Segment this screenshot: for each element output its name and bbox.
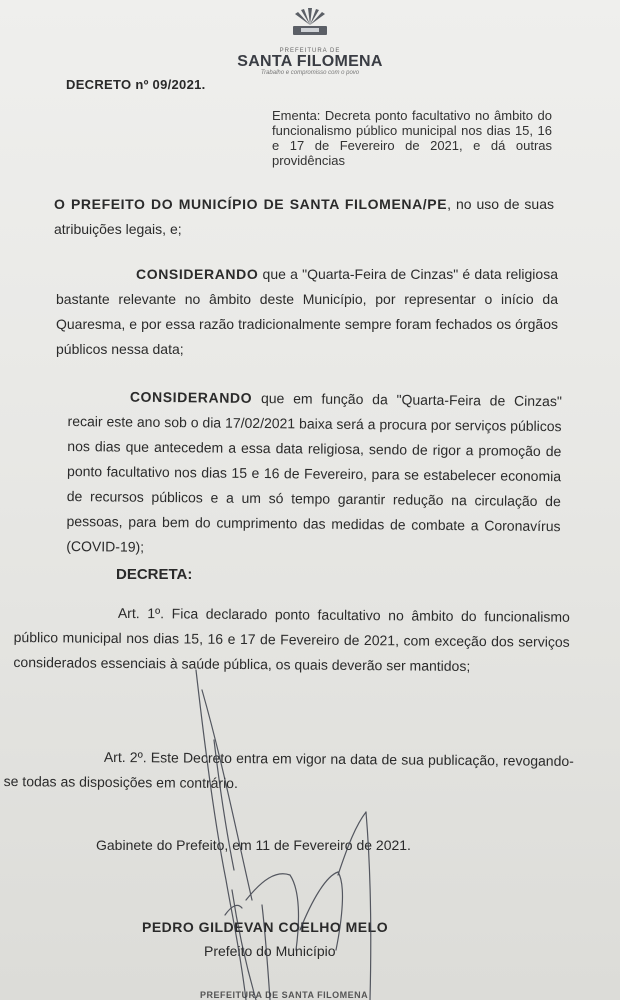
decree-number: DECRETO nº 09/2021.	[66, 77, 206, 92]
preamble-authority: O PREFEITO DO MUNICÍPIO DE SANTA FILOMENA/PE	[54, 196, 448, 212]
considerando-text: que a "Quarta-Feira de Cinzas" é data religiosa bastante relevante no âmbito deste Município, por representar o início da Quaresma, e por essa razão tradicionalmente sempre foram fechados os órgãos públicos nessa data;	[56, 266, 558, 357]
decreta-heading: DECRETA:	[116, 566, 193, 583]
municipality-logo	[230, 8, 390, 76]
signatory-role: Prefeito do Município	[204, 943, 336, 959]
official-stamp: PREFEITURA DE SANTA FILOMENA	[200, 990, 369, 1000]
preamble-paragraph	[54, 192, 554, 242]
considerando-keyword: CONSIDERANDO	[136, 266, 259, 282]
sun-emblem-icon	[287, 8, 333, 36]
considerando-paragraph-2	[66, 384, 562, 564]
signatory-name: PEDRO GILDEVAN COELHO MELO	[142, 919, 389, 935]
logo-tagline: Trabalho e compromisso com o povo	[260, 70, 360, 76]
preamble-text: , no uso de suas atribuições legais, e;	[54, 196, 554, 237]
considerando-paragraph-1	[56, 262, 558, 362]
logo-municipality-name: SANTA FILOMENA	[237, 53, 383, 70]
considerando-keyword: CONSIDERANDO	[129, 388, 253, 406]
considerando-text: que em função da "Quarta-Feira de Cinzas" recair este ano sob o dia 17/02/2021 baixa será a procura por serviços públicos nos dias que antecedem a essa data religiosa, sendo de rigor a promoção de ponto facultativo nos dias 15 e 16 de Fevereiro, para se estabelecer economia de recursos públicos e a um só tempo garantir redução na circulação de pessoas, para bem do cumprimento das medidas de combate a Coronavírus (COVID-19);	[66, 389, 562, 555]
closing-place-date: Gabinete do Prefeito, em 11 de Fevereiro de 2021.	[96, 837, 411, 853]
article-2: Art. 2º. Este Decreto entra em vigor na data de sua publicação, revogando-se todas as disposições em contrário.	[3, 748, 574, 792]
logo-caption: PREFEITURA DE	[279, 48, 341, 54]
article-1: Art. 1º. Fica declarado ponto facultativo no âmbito do funcionalismo público municipal nos dias 15, 16 e 17 de Fevereiro de 2021, com exceção dos serviços considerados essenciais à saúde pública, os quais deverão ser mantidos;	[13, 604, 570, 674]
ementa-summary: Ementa: Decreta ponto facultativo no âmbito do funcionalismo público municipal nos dias 15, 16 e 17 de Fevereiro de 2021, e dá outras providências	[272, 108, 552, 168]
